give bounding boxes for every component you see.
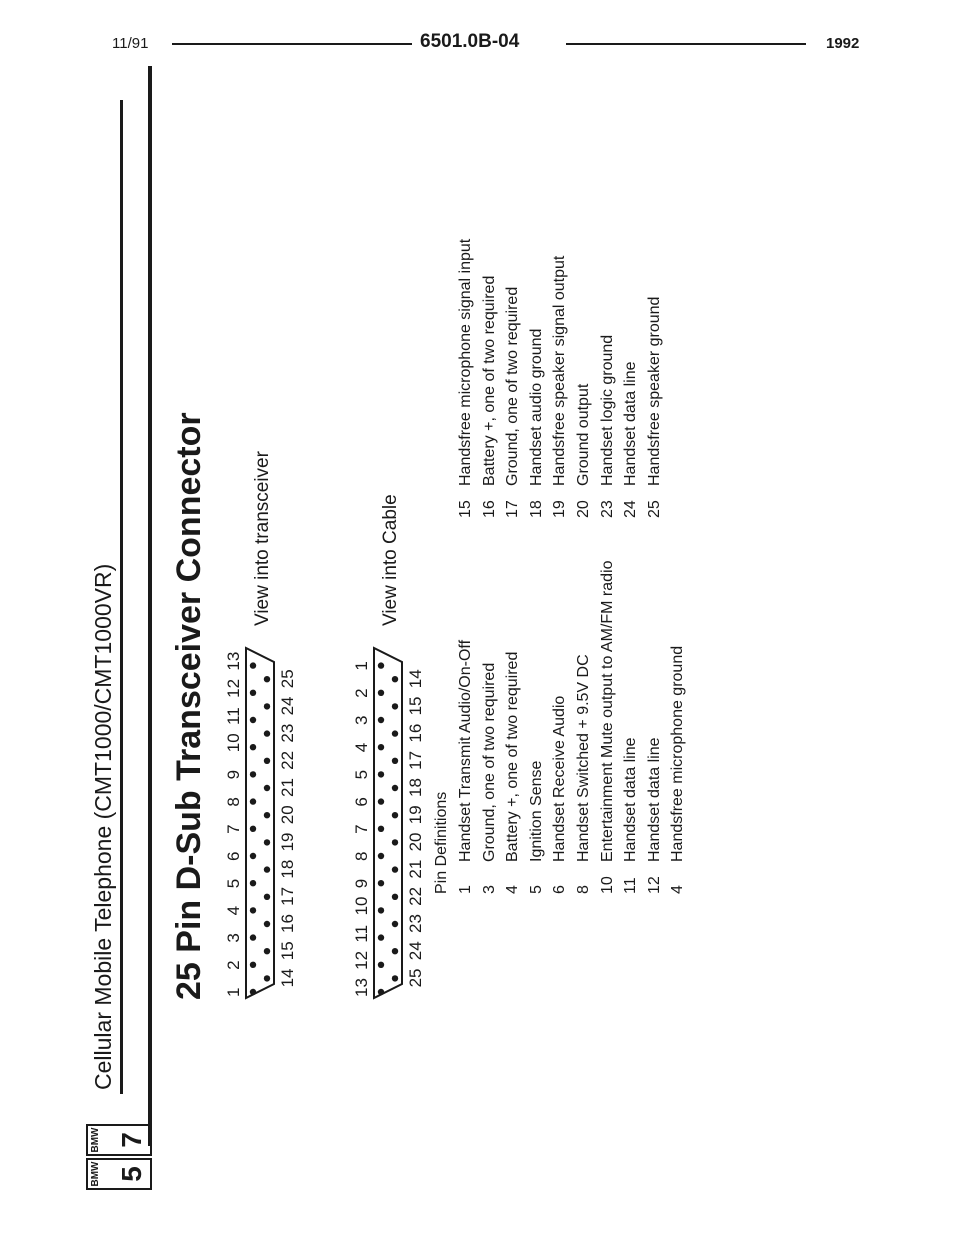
section-title-rule — [120, 100, 123, 1094]
pin-dot-bottom — [264, 975, 270, 981]
pin-definition-number: 8 — [574, 885, 592, 894]
pin-dot-bottom — [264, 812, 270, 818]
pin-number-bottom: 22 — [278, 750, 297, 770]
pin-number-top: 7 — [352, 824, 371, 834]
pin-number-bottom: 14 — [406, 669, 425, 689]
pin-definition-row — [643, 239, 667, 518]
header-year: 1992 — [826, 35, 860, 52]
pin-dot-bottom — [392, 730, 398, 736]
pin-dot-bottom — [264, 730, 270, 736]
pin-dot-bottom — [392, 975, 398, 981]
pin-dot-top — [378, 989, 384, 995]
badge-brand: BMW — [90, 1161, 101, 1187]
pin-definition-row — [643, 561, 667, 894]
pin-definition-row — [478, 561, 502, 894]
model-badge — [86, 1122, 152, 1190]
pin-number-bottom: 24 — [406, 941, 425, 961]
pin-number-top: 11 — [352, 924, 371, 943]
pin-definition-description: Battery +, one of two required — [504, 651, 522, 862]
pin-definition-number: 20 — [574, 500, 592, 518]
pin-definition-number: 23 — [598, 500, 616, 518]
pin-dot-bottom — [392, 785, 398, 791]
pin-number-top: 6 — [352, 797, 371, 807]
pin-definition-row — [619, 239, 643, 518]
pin-dot-bottom — [264, 676, 270, 682]
pin-definition-description: Handset data line — [645, 737, 663, 862]
pin-definition-number: 25 — [645, 500, 663, 518]
pin-definition-description: Ground output — [574, 383, 592, 486]
pin-definition-number: 1 — [457, 885, 474, 894]
pin-number-top: 10 — [352, 896, 371, 916]
pin-dot-top — [250, 880, 256, 886]
page-header — [0, 30, 960, 60]
pin-definition-row — [525, 561, 549, 894]
pin-number-bottom: 18 — [278, 859, 297, 879]
badge-brand: BMW — [90, 1127, 101, 1153]
pin-dot-top — [250, 989, 256, 995]
pin-dot-top — [378, 880, 384, 886]
pin-number-bottom: 14 — [278, 968, 297, 988]
pin-number-bottom: 19 — [406, 805, 425, 825]
pin-dot-top — [378, 744, 384, 750]
pin-definition-description: Battery +, one of two required — [480, 275, 498, 486]
pin-dot-top — [378, 907, 384, 913]
pin-definition-description: Handset Receive Audio — [551, 695, 569, 862]
pin-definition-description: Ground, one of two required — [480, 662, 498, 862]
connector-transceiver-diagram — [224, 640, 304, 1000]
pin-number-bottom: 22 — [406, 886, 425, 906]
pin-dot-bottom — [264, 894, 270, 900]
pin-number-bottom: 17 — [278, 886, 297, 906]
badge-cell-5 — [86, 1158, 152, 1190]
pin-number-top: 12 — [224, 678, 243, 698]
pin-definition-description: Entertainment Mute output to AM/FM radio — [598, 560, 616, 862]
pin-dot-top — [250, 853, 256, 859]
pin-dot-top — [378, 826, 384, 832]
pin-number-top: 10 — [224, 733, 243, 753]
pin-number-bottom: 15 — [278, 941, 297, 961]
pin-number-bottom: 20 — [278, 805, 297, 825]
pin-number-bottom: 20 — [406, 832, 425, 852]
pin-definition-description: Handsfree microphone signal input — [457, 238, 474, 486]
pin-dot-bottom — [264, 839, 270, 845]
pin-definition-number: 4 — [669, 885, 687, 894]
pin-dot-top — [378, 690, 384, 696]
pin-definition-number: 10 — [598, 876, 616, 894]
pin-dot-bottom — [392, 866, 398, 872]
pin-dot-top — [250, 934, 256, 940]
pin-dot-top — [250, 798, 256, 804]
pin-dot-top — [250, 907, 256, 913]
pin-dot-bottom — [392, 758, 398, 764]
pin-definitions-title: Pin Definitions — [433, 791, 450, 894]
pin-definition-description: Handsfree speaker ground — [645, 296, 663, 486]
pin-dot-bottom — [264, 758, 270, 764]
pin-dot-top — [378, 853, 384, 859]
pin-definition-description: Handset Switched + 9.5V DC — [574, 654, 592, 862]
pin-dot-bottom — [264, 866, 270, 872]
header-document-code: 6501.0B-04 — [420, 31, 520, 52]
pin-definition-description: Handset audio ground — [527, 328, 545, 486]
pin-definition-row — [525, 239, 549, 518]
pin-dot-top — [250, 744, 256, 750]
pin-definition-description: Ground, one of two required — [504, 286, 522, 486]
pin-definition-description: Handset data line — [622, 361, 640, 486]
pin-number-top: 11 — [224, 707, 243, 725]
pin-dot-bottom — [392, 921, 398, 927]
pin-definition-number: 19 — [551, 500, 569, 518]
pin-number-top: 7 — [224, 824, 243, 834]
pin-number-top: 8 — [224, 797, 243, 807]
pin-number-bottom: 25 — [406, 968, 425, 988]
section-title: Cellular Mobile Telephone (CMT1000/CMT1000VR) — [90, 563, 116, 1090]
pin-dot-top — [250, 826, 256, 832]
pin-definition-row — [596, 561, 620, 894]
connector-outline — [246, 648, 274, 998]
pin-definition-number: 4 — [504, 885, 522, 894]
connector-cable-diagram — [352, 640, 432, 1000]
pin-definition-row — [454, 239, 478, 518]
pin-number-top: 13 — [224, 651, 243, 671]
pin-definitions-right-column — [454, 239, 666, 518]
pin-definition-row — [572, 239, 596, 518]
view-label-cable: View into Cable — [380, 494, 401, 626]
pin-dot-bottom — [392, 948, 398, 954]
pin-number-top: 3 — [224, 933, 243, 943]
pin-dot-bottom — [392, 839, 398, 845]
pin-definition-description: Handsfree speaker signal output — [551, 255, 569, 486]
pin-number-bottom: 16 — [406, 723, 425, 743]
pin-definition-number: 17 — [504, 500, 522, 518]
pin-number-top: 1 — [224, 987, 243, 997]
pin-number-top: 3 — [352, 715, 371, 725]
pin-definition-number: 11 — [622, 877, 640, 894]
pin-definition-number: 6 — [551, 885, 569, 894]
pin-definition-description: Handset Transmit Audio/On-Off — [457, 639, 474, 862]
pin-definition-row — [596, 239, 620, 518]
badge-cell-7 — [86, 1124, 152, 1156]
pin-number-bottom: 19 — [278, 832, 297, 852]
header-rule-right — [566, 43, 806, 45]
rotated-page-body — [86, 100, 886, 1190]
pin-definition-number: 3 — [480, 885, 498, 894]
badge-number: 5 — [116, 1166, 147, 1182]
pin-number-top: 5 — [352, 769, 371, 780]
header-date: 11/91 — [112, 35, 149, 52]
pin-number-bottom: 18 — [406, 778, 425, 797]
pin-number-top: 5 — [224, 878, 243, 889]
pin-number-top: 9 — [352, 878, 371, 889]
pin-definition-number: 12 — [645, 876, 663, 894]
pin-number-bottom: 16 — [278, 914, 297, 933]
pin-number-top: 1 — [352, 661, 371, 671]
pin-number-bottom: 23 — [406, 914, 425, 933]
pin-definition-number: 24 — [622, 500, 640, 518]
pin-definitions-left-column — [454, 561, 690, 894]
pin-definition-description: Handsfree microphone ground — [669, 645, 687, 862]
pin-dot-bottom — [392, 812, 398, 818]
pin-definition-row — [572, 561, 596, 894]
pin-dot-bottom — [264, 948, 270, 954]
pin-definition-row — [454, 561, 478, 894]
pin-dot-top — [250, 771, 256, 777]
pin-dot-top — [250, 962, 256, 968]
pin-number-top: 9 — [224, 769, 243, 780]
pin-number-bottom: 23 — [278, 723, 297, 743]
pin-dot-top — [378, 962, 384, 968]
pin-number-top: 2 — [224, 960, 243, 970]
pin-definition-description: Handset data line — [622, 737, 640, 862]
pin-number-bottom: 25 — [278, 669, 297, 689]
pin-dot-top — [378, 662, 384, 668]
page-title: 25 Pin D-Sub Transceiver Connector — [170, 412, 208, 1000]
badge-number: 7 — [116, 1132, 147, 1148]
pin-definition-number: 16 — [480, 500, 498, 518]
pin-dot-top — [378, 717, 384, 723]
pin-number-top: 8 — [352, 851, 371, 861]
pin-dot-top — [378, 798, 384, 804]
pin-number-top: 2 — [352, 688, 371, 698]
pin-number-bottom: 15 — [406, 696, 425, 716]
connector-outline — [374, 648, 402, 998]
pin-number-bottom: 24 — [278, 696, 297, 716]
pin-definition-row — [548, 561, 572, 894]
pin-dot-top — [378, 934, 384, 940]
pin-dot-bottom — [392, 894, 398, 900]
pin-definition-number: 5 — [527, 885, 545, 894]
pin-definition-number: 18 — [527, 500, 545, 518]
pin-dot-top — [250, 690, 256, 696]
pin-dot-bottom — [264, 921, 270, 927]
pin-number-top: 13 — [352, 978, 371, 997]
pin-definition-row — [666, 561, 690, 894]
pin-definition-number: 15 — [457, 500, 474, 518]
pin-definition-description: Ignition Sense — [527, 760, 545, 862]
pin-dot-top — [250, 717, 256, 723]
pin-dot-bottom — [264, 703, 270, 709]
pin-definition-row — [619, 561, 643, 894]
pin-dot-bottom — [392, 703, 398, 709]
pin-number-bottom: 21 — [406, 859, 425, 879]
pin-dot-top — [378, 771, 384, 777]
pin-definition-row — [501, 561, 525, 894]
pin-definition-row — [501, 239, 525, 518]
header-rule-left — [172, 43, 412, 45]
pin-number-bottom: 17 — [406, 750, 425, 770]
pin-number-top: 6 — [224, 851, 243, 861]
pin-number-top: 12 — [352, 950, 371, 970]
pin-definition-description: Handset logic ground — [598, 334, 616, 486]
view-label-transceiver: View into transceiver — [252, 451, 273, 626]
pin-definition-row — [478, 239, 502, 518]
pin-number-top: 4 — [224, 905, 243, 916]
pin-dot-bottom — [392, 676, 398, 682]
pin-definition-row — [548, 239, 572, 518]
pin-dot-top — [250, 662, 256, 668]
pin-dot-bottom — [264, 785, 270, 791]
pin-number-top: 4 — [352, 742, 371, 753]
pin-number-bottom: 21 — [278, 778, 297, 797]
